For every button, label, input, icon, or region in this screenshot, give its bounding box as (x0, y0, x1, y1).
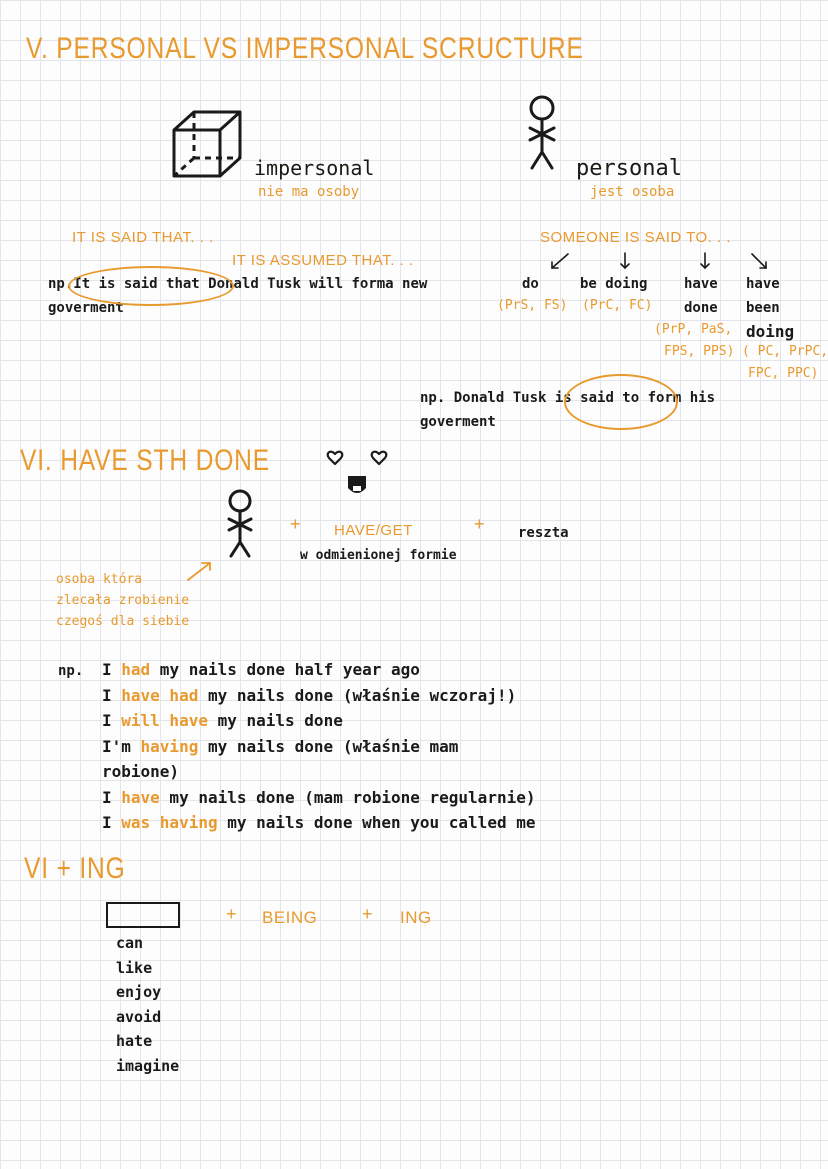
example-sentence (102, 813, 535, 832)
example1-rest: Donald Tusk will forma new (208, 276, 428, 292)
cube-icon (168, 104, 248, 184)
section5-title: V. PERSONAL VS IMPERSONAL SCRUCTURE (26, 32, 584, 65)
example-text: I (102, 685, 122, 705)
verb-item: can (116, 934, 144, 952)
personal-label: personal (576, 156, 682, 181)
example-text: my nails done (207, 711, 343, 730)
note-line2: zlecała zrobienie (56, 593, 190, 608)
it-is-assumed-caption: IT IS ASSUMED THAT. . . (232, 252, 414, 269)
form-be-doing-tenses: (PrC, FC) (582, 298, 653, 313)
form-have-been-1: have (746, 276, 780, 292)
heart-eyes-icon (326, 448, 392, 500)
example-highlight: have had (121, 685, 199, 705)
form-have-done-2: done (684, 300, 718, 316)
example-sentence (102, 762, 179, 781)
person-icon (225, 488, 255, 560)
being-label: BEING (262, 908, 318, 927)
note-line1: osoba która (56, 572, 143, 587)
plus-sign: + (226, 904, 238, 924)
example2-circled: is said to (554, 390, 640, 406)
form-have-done-tenses-1: (PrP, PaS, (654, 322, 733, 337)
highlight-oval (564, 374, 678, 430)
example-text: my nails done (mam robione regularnie) (159, 787, 536, 807)
arrow-icon (186, 560, 216, 584)
impersonal-sub: nie ma osoby (258, 184, 360, 200)
verb-item: like (116, 958, 153, 977)
verb-item: hate (116, 1032, 153, 1050)
odmienionej-label: w odmienionej formie (300, 548, 457, 563)
example-text: I (102, 813, 122, 832)
example2-rest: form his (647, 390, 716, 406)
form-do: do (522, 276, 539, 292)
blank-box (106, 902, 180, 928)
plus-sign: + (290, 514, 302, 534)
example-text: robione) (102, 762, 180, 781)
form-have-been-3: doing (746, 322, 795, 341)
example2-prefix: np. Donald Tusk (420, 390, 547, 406)
plus-sign: + (362, 904, 374, 924)
arrows-icon (540, 250, 780, 274)
someone-is-said-caption: SOMEONE IS SAID TO. . . (540, 229, 731, 246)
form-have-done-tenses-2: FPS, PPS) (664, 344, 735, 359)
example-highlight: have (121, 787, 160, 807)
section7-title (24, 852, 126, 886)
example2-line2: goverment (420, 414, 496, 430)
example-sentence (102, 711, 343, 730)
example1-line2: goverment (48, 300, 124, 316)
verb-item: imagine (116, 1056, 180, 1075)
person-icon (525, 94, 559, 172)
example-sentence (102, 737, 458, 756)
section7-title-text: VI + ING (24, 852, 126, 885)
verb-item: avoid (116, 1007, 162, 1026)
example-highlight: had (121, 660, 151, 679)
example-sentence (102, 686, 516, 705)
plus-sign: + (474, 514, 486, 534)
example-text: I (102, 711, 122, 730)
example-highlight: will have (121, 711, 208, 730)
verb-item: enjoy (116, 983, 162, 1001)
form-have-been-tenses-2: FPC, PPC) (748, 366, 819, 381)
form-have-been-tenses-1: ( PC, PrPC, (742, 344, 828, 359)
example-text: my nails done (właśnie mam (198, 736, 459, 756)
examples-prefix: np. (58, 663, 84, 679)
example-text: I (102, 787, 122, 807)
form-have-done-1: have (684, 276, 718, 292)
it-is-said-caption: IT IS SAID THAT. . . (72, 229, 214, 246)
example-text: my nails done half year ago (150, 660, 420, 679)
example-highlight: was having (121, 813, 218, 832)
example1-circled: It is said that (73, 276, 200, 292)
example-highlight: having (140, 736, 199, 756)
section6-title: VI. HAVE STH DONE (20, 444, 270, 477)
have-get-label: HAVE/GET (334, 522, 413, 539)
example-text: my nails done when you called me (217, 813, 536, 832)
example-sentence (102, 788, 535, 807)
form-do-tenses: (PrS, FS) (497, 298, 568, 313)
reszta-label: reszta (518, 525, 569, 541)
personal-sub: jest osoba (590, 184, 675, 200)
example-text: I (102, 660, 122, 679)
form-have-been-2: been (746, 300, 780, 316)
impersonal-label: impersonal (254, 156, 375, 180)
highlight-oval (68, 266, 234, 306)
example-text: my nails done (właśnie wczoraj!) (198, 685, 517, 705)
example-text: I'm (102, 736, 141, 756)
example-sentence (102, 660, 420, 679)
ing-label: ING (400, 908, 432, 927)
note-line3: czegoś dla siebie (56, 614, 190, 629)
example1-prefix: np. (48, 276, 74, 292)
form-be-doing: be doing (580, 276, 648, 292)
